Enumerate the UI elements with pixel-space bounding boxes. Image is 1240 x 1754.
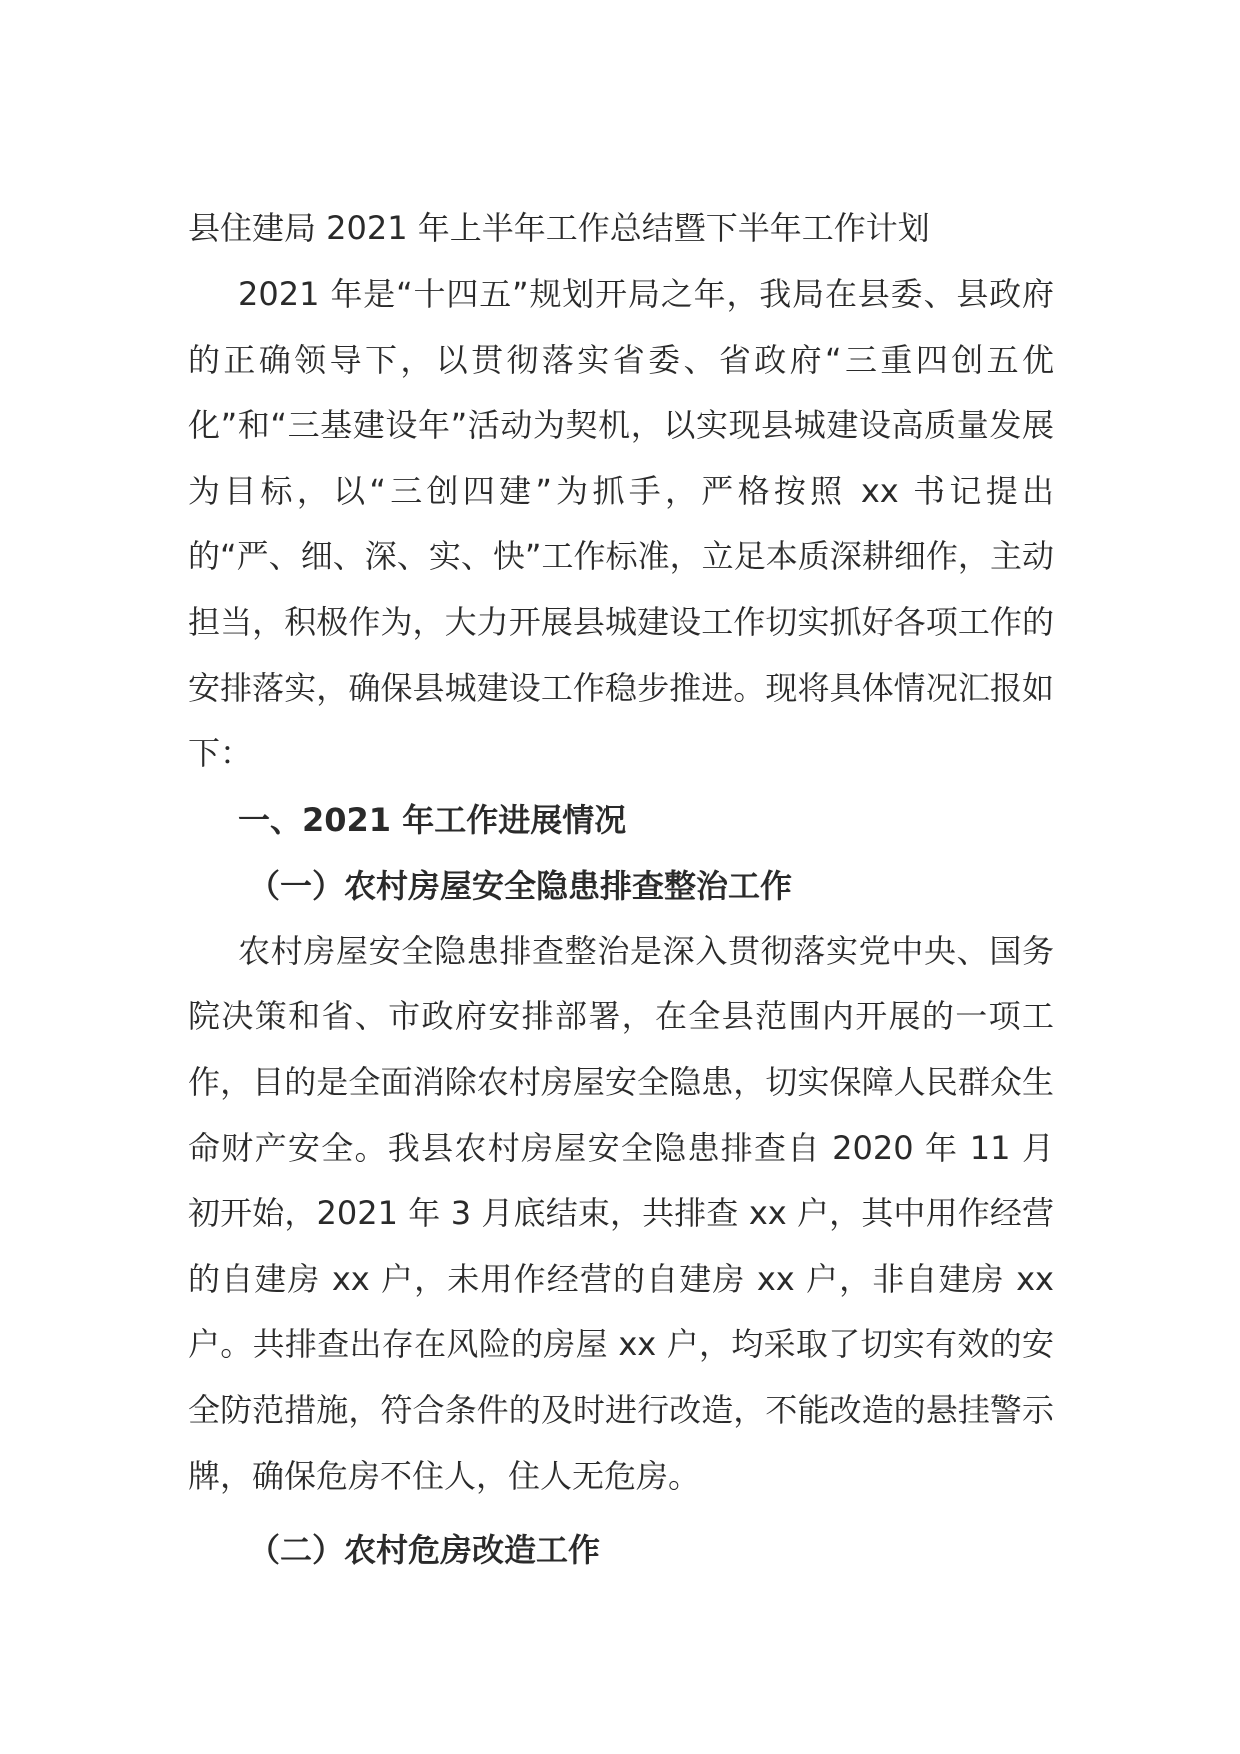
section-heading-1: 一、2021 年工作进展情况	[238, 800, 627, 839]
spacer	[188, 1509, 1054, 1517]
intro-paragraph: 2021 年是“十四五”规划开局之年，我局在县委、县政府的正确领导下，以贯彻落实省委、省政府“三重四创五优化”和“三基建设年”活动为契机，以实现县城建设高质量发展为目标，以“三创四建”为抓手，严格按照 xx 书记提出的“严、细、深、实、快”工作标准，立足本质深耕细作，主动担当，积极作为，大力开展县城建设工作切实抓好各项工作的安排落实，确保县城建设工作稳步推进。现将具体情况汇报如下：	[188, 275, 1054, 773]
subsection-heading-2: （二）农村危房改造工作	[248, 1531, 601, 1570]
subsection-1-paragraph: 农村房屋安全隐患排查整治是深入贯彻落实党中央、国务院决策和省、市政府安排部署，在全县范围内开展的一项工作，目的是全面消除农村房屋安全隐患，切实保障人民群众生命财产安全。我县农村房屋安全隐患排查自 2020 年 11 月初开始，2021 年 3 月底结束，共排查 xx 户，其中用作经营的自建房 xx 户，未用作经营的自建房 xx 户，非自建房 xx 户。共排查出存在风险的房屋 xx 户，均采取了切实有效的安全防范措施，符合条件的及时进行改造，不能改造的悬挂警示牌，确保危房不住人，住人无危房。	[188, 931, 1054, 1495]
subsection-heading-1: （一）农村房屋安全隐患排查整治工作	[248, 866, 793, 905]
document-title: 县住建局 2021 年上半年工作总结暨下半年工作计划	[188, 209, 930, 247]
document-body	[188, 198, 1054, 1583]
